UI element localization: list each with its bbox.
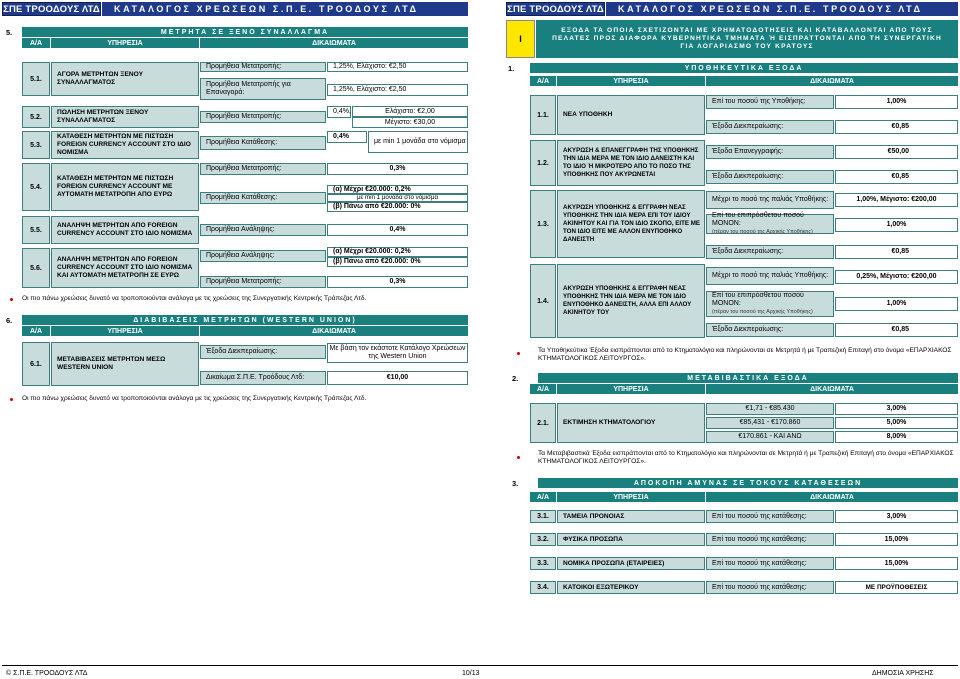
section-number: 3. [512,478,519,488]
section-number: I [506,20,535,58]
row-number: 5.3. [22,131,50,159]
col-header-fees: ΔΙΚΑΙΩΜΑΤΑ [706,76,958,86]
row-number: 3.1. [530,510,556,523]
row-number: 1.3. [530,190,556,258]
fee-value: ΜΕ ΠΡΟΫΠΟΘΕΣΕΙΣ [835,581,958,594]
service-name: ΚΑΤΟΙΚΟΙ ΕΞΩΤΕΡΙΚΟΥ [557,581,705,594]
section-number: 5. [6,27,13,37]
fee-label: Έξοδα Διεκπεραίωσης: [706,323,834,337]
section-title: ΜΕΤΑΒΙΒΑΣΤΙΚΑ ΕΞΟΔΑ [538,373,958,383]
row-number: 1.4. [530,264,556,338]
footer-classification: ΔΗΜΟΣΙΑ ΧΡΗΣΗΣ [872,669,934,677]
fee-value: €10,00 [327,371,468,385]
service-name: ΑΚΥΡΩΣΗ ΥΠΟΘΗΚΗΣ & ΕΓΓΡΑΦΗ ΝΕΑΣ ΥΠΟΘΗΚΗΣ ΤΗΝ ΙΔΙΑ ΜΕΡΑ ΜΕ ΤΟΝ ΙΔΙΟ ΕΝΥΠΟΘΗΚΟ ΔΑΝΕΙΣΤΗ, ΑΛΛΑ ΕΠΙ ΑΛΛΟΥ ΑΚΙΝΗΤΟΥ ΤΟΥ [557,264,705,338]
section-title: ΜΕΤΡΗΤΑ ΣΕ ΞΕΝΟ ΣΥΝΑΛΛΑΓΜΑ [22,27,468,37]
row-number: 5.4. [22,163,50,211]
fee-label: Μέχρι το ποσό της παλιάς Υποθήκης: [706,267,834,285]
fee-value: (β) Πάνω από €20.000: 0% [327,257,468,267]
fee-value: 0,4%, [327,106,351,118]
section-title: ΕΞΟΔΑ ΤΑ ΟΠΟΙΑ ΣΧΕΤΙΖΟΝΤΑΙ ΜΕ ΧΡΗΜΑΤΟΔΟΤΗΣΕΙΣ ΚΑΙ ΚΑΤΑΒΑΛΛΟΝΤΑΙ ΑΠΟ ΤΟΥΣ ΠΕΛΑΤΕΣ ΠΡΟΣ ΔΙΑΦΟΡΑ ΚΥΒΕΡΝΗΤΙΚΑ ΤΜΗΜΑΤΑ Ή ΕΙΣΠΡΑΤΤΟΝΤΑΙ ΑΠΟ ΤΗ ΣΥΝΕΡΓΑΤΙΚΗ ΓΙΑ ΛΟΓΑΡΙΑΣΜΟ ΤΟΥ ΚΡΑΤΟΥΣ [536,20,958,58]
service-name: ΚΑΤΑΘΕΣΗ ΜΕΤΡΗΤΩΝ ΜΕ ΠΙΣΤΩΣΗ FOREIGN CURRENCY ACCOUNT ΜΕ ΑΥΤΟΜΑΤΗ ΜΕΤΑΤΡΟΠΗ ΑΠΟ ΕΥΡΩ [51,163,199,211]
fee-label [706,291,834,317]
row-number: 5.1. [22,62,50,96]
fee-value: 0,4% [327,224,468,236]
fee-value: €0,85 [835,170,958,184]
section-number: 2. [512,373,519,383]
fee-value: 1,25%, Ελάχιστο: €2,50 [327,62,468,72]
row-number: 1.2. [530,140,556,186]
note: Οι πιο πάνω χρεώσεις δυνατό να τροποποιούνται ανάλογα με τις χρεώσεις της Συνεργατικής Κεντρικής Τράπεζας Λτδ. [22,395,367,402]
fee-value: 15,00% [835,533,958,546]
row-number: 6.1. [22,342,50,386]
fee-label: Έξοδα Επανεγγραφής: [706,145,834,159]
fee-label: Προμήθεια Ανάληψης: [200,250,326,262]
fee-label: Επί του ποσού της Υποθήκης: [706,95,834,109]
col-header-fees: ΔΙΚΑΙΩΜΑΤΑ [200,38,468,48]
fee-label-subtext: (πέραν του ποσού της Αρχικής Υποθήκης) [712,309,813,315]
fee-label: Έξοδα Διεκπεραίωσης: [706,120,834,134]
note: Τα Υποθηκεύτικα Έξοδα εισπράττονται από το Κτηματολόγιο και πληρώνονται σε Μετρητά ή με Τραπεζική Επιταγή στο όνομα «ΕΠΑΡΧΙΑΚΟΣ ΚΤΗΜΑΤΟΛΟΓΙΚΟΣ ΛΕΙΤΟΥΡΓΟΣ». [538,347,952,362]
service-name: ΑΝΑΛΗΨΗ ΜΕΤΡΗΤΩΝ ΑΠΟ FOREIGN CURRENCY ACCOUNT ΣΤΟ ΙΔΙΟ ΝΟΜΙΣΜΑ [51,216,199,244]
fee-label: Προμήθεια Μετατροπής: [200,62,326,72]
fee-value: (α) Μέχρι €20.000: 0,2% [327,247,468,257]
service-name: ΚΑΤΑΘΕΣΗ ΜΕΤΡΗΤΩΝ ΜΕ ΠΙΣΤΩΣΗ FOREIGN CURRENCY ACCOUNT ΣΤΟ ΙΔΙΟ ΝΟΜΙΣΜΑ [51,131,199,159]
fee-value: €50,00 [835,145,958,159]
fee-label [706,214,834,234]
bullet-icon [10,298,13,301]
fee-label: Προμήθεια Μετατροπής: [200,111,326,123]
col-header-aa: Α/Α [22,38,50,48]
service-name: ΑΝΑΛΗΨΗ ΜΕΤΡΗΤΩΝ ΑΠΟ FOREIGN CURRENCY ACCOUNT ΣΤΟ ΙΔΙΟ ΝΟΜΙΣΜΑ ΚΑΙ ΑΥΤΟΜΑΤΗ ΜΕΤΑΤΡΟΠΗ ΣΕ ΕΥΡΩ [51,248,199,288]
service-name: ΜΕΤΑΒΙΒΑΣΕΙΣ ΜΕΤΡΗΤΩΝ ΜΕΣΩ WESTERN UNION [51,342,199,386]
col-header-service: ΥΠΗΡΕΣΙΑ [51,38,199,48]
row-number: 3.4. [530,581,556,594]
row-number: 5.2. [22,106,50,128]
col-header-aa: Α/Α [530,492,556,502]
service-name: ΝΕΑ ΥΠΟΘΗΚΗ [557,95,705,135]
col-header-service: ΥΠΗΡΕΣΙΑ [557,76,705,86]
fee-label-text: Επί του επιπρόσθετου ποσού ΜΟΝΟΝ: [712,292,804,307]
fee-value: Ελάχιστο: €2,00 [352,106,468,117]
section-title: ΑΠΟΚΟΠΗ ΑΜΥΝΑΣ ΣΕ ΤΟΚΟΥΣ ΚΑΤΑΘΕΣΕΩΝ [538,478,958,488]
fee-value: 0,3% [327,276,468,288]
fee-value: 3,00% [835,403,958,415]
section-title: ΔΙΑΒΙΒΑΣΕΙΣ ΜΕΤΡΗΤΩΝ (WESTERN UNION) [22,315,468,325]
fee-label: Επί του ποσού της κατάθεσης: [706,557,834,570]
row-number: 2.1. [530,403,556,443]
fee-value: 3,00% [835,510,958,523]
row-number: 5.5. [22,216,50,244]
service-name: ΤΑΜΕΙΑ ΠΡΟΝΟΙΑΣ [557,510,705,523]
fee-label: Επί του ποσού της κατάθεσης: [706,581,834,594]
section-number: 6. [6,315,13,325]
row-number: 5.6. [22,248,50,288]
service-name: ΑΚΥΡΩΣΗ ΥΠΟΘΗΚΗΣ & ΕΓΓΡΑΦΗ ΝΕΑΣ ΥΠΟΘΗΚΗΣ ΤΗΝ ΙΔΙΑ ΜΕΡΑ ΕΠΙ ΤΟΥ ΙΔΙΟΥ ΑΚΙΝΗΤΟΥ ΚΑΙ ΓΙΑ ΤΟΝ ΙΔΙΟ ΣΚΟΠΟ, ΕΙΤΕ ΜΕ ΤΟΝ ΙΔΙΟ ΕΙΤΕ ΜΕ ΑΛΛΟΝ ΕΝΥΠΟΘΗΚΟ ΔΑΝΕΙΣΤΗ [557,190,705,258]
col-header-fees: ΔΙΚΑΙΩΜΑΤΑ [706,384,958,394]
fee-value: 1,25%, Ελάχιστο: €2,50 [327,84,468,96]
fee-value: 1,00% [835,218,958,232]
fee-label: €1,71 - €85.430 [706,403,834,415]
service-name: ΑΚΥΡΩΣΗ & ΕΠΑΝΕΓΓΡΑΦΗ ΤΗΣ ΥΠΟΘΗΚΗΣ ΤΗΝ ΙΔΙΑ ΜΕΡΑ ΜΕ ΤΟΝ ΙΔΙΟ ΔΑΝΕΙΣΤΗ ΚΑΙ ΤΟ ΙΔΙΟ Ή ΜΙΚΡΟΤΕΡΟ ΑΠΟ ΤΟ ΠΟΣΟ ΤΗΣ ΥΠΟΘΗΚΗΣ ΠΟΥ ΑΚΥΡΩΝΕΤΑΙ [557,140,705,186]
fee-label-subtext: (πέραν του ποσού της Αρχικής Υποθήκης) [712,229,813,235]
logo: ΣΠΕ ΤΡΟΟΔΟΥΣ ΛΤΔ [3,3,100,15]
col-header-aa: Α/Α [22,326,50,336]
fee-value: 1,00% [835,95,958,109]
fee-label: €170.861 - ΚΑΙ ΑΝΩ [706,431,834,443]
fee-label: Επί του ποσού της κατάθεσης: [706,510,834,523]
fee-value: με min 1 μονάδα στο νόμισμα [327,194,468,202]
fee-value: 8,00% [835,431,958,443]
fee-label: €85,431 - €170.860 [706,417,834,429]
fee-label: Έξοδα Διεκπεραίωσης: [706,245,834,259]
fee-label: Προμήθεια Μετατροπής για Επαναγορά: [200,78,326,100]
row-number: 1.1. [530,95,556,135]
fee-label-text: Επί του επιπρόσθετου ποσού ΜΟΝΟΝ: [712,212,804,227]
col-header-fees: ΔΙΚΑΙΩΜΑΤΑ [706,492,958,502]
col-header-service: ΥΠΗΡΕΣΙΑ [557,492,705,502]
fee-label: Έξοδα Διεκπεραίωσης: [200,345,326,359]
fee-value: 0,4% [327,131,367,143]
bullet-icon [517,352,520,355]
fee-value: 15,00% [835,557,958,570]
col-header-aa: Α/Α [530,76,556,86]
fee-value: 0,25%, Μέγιστο: €200,00 [835,270,958,284]
fee-value: 5,00% [835,417,958,429]
section-number: 1. [508,63,515,73]
page-number: 10/13 [462,669,480,677]
section-title: ΥΠΟΘΗΚΕΥΤΙΚΑ ΕΞΟΔΑ [530,63,958,73]
fee-label: Προμήθεια Μετατροπής: [200,163,326,175]
fee-label: Προμήθεια Μετατροπής: [200,276,326,288]
logo: ΣΠΕ ΤΡΟΟΔΟΥΣ ΛΤΔ [507,3,604,15]
fee-label: Έξοδα Διεκπεραίωσης: [706,170,834,184]
fee-label: Επί του ποσού της κατάθεσης: [706,533,834,546]
footer-divider [2,665,958,666]
service-name: ΝΟΜΙΚΑ ΠΡΟΣΩΠΑ (ΕΤΑΙΡΕΙΕΣ) [557,557,705,570]
service-name: ΠΩΛΗΣΗ ΜΕΤΡΗΤΩΝ ΞΕΝΟΥ ΣΥΝΑΛΛΑΓΜΑΤΟΣ [51,106,199,128]
service-name: ΕΚΤΙΜΗΣΗ ΚΤΗΜΑΤΟΛΟΓΙΟΥ [557,403,705,443]
note: Τα Μεταβιβαστικά Έξοδα εισπράττονται από το Κτηματολόγιο και πληρώνονται σε Μετρητά ή με Τραπεζική Επιταγή στο όνομα «ΕΠΑΡΧΙΑΚΟΣ ΚΤΗΜΑΤΟΛΟΓΙΚΟΣ ΛΕΙΤΟΥΡΓΟΣ». [538,450,954,465]
service-name: ΑΓΟΡΑ ΜΕΤΡΗΤΩΝ ΞΕΝΟΥ ΣΥΝΑΛΛΑΓΜΑΤΟΣ [51,62,199,96]
fee-value: Μέγιστο: €30,00 [352,117,468,128]
row-number: 3.3. [530,557,556,570]
fee-value: (α) Μέχρι €20.000: 0,2% [327,185,468,194]
fee-value: (β) Πάνω από €20.000: 0% [327,202,468,212]
fee-value: €0,85 [835,323,958,337]
note: Οι πιο πάνω χρεώσεις δυνατό να τροποποιούνται ανάλογα με τις χρεώσεις της Συνεργατικής Κεντρικής Τράπεζας Λτδ. [22,295,367,302]
fee-label: Προμήθεια Ανάληψης: [200,224,326,236]
fee-value: Με βάση τον εκάστοτε Κατάλογο Χρεώσεων της Western Union [327,343,468,363]
col-header-service: ΥΠΗΡΕΣΙΑ [51,326,199,336]
fee-value: 1,00% [835,297,958,311]
fee-value: €0,85 [835,245,958,259]
col-header-fees: ΔΙΚΑΙΩΜΑΤΑ [200,326,468,336]
page-header: ΚΑΤΑΛΟΓΟΣ ΧΡΕΩΣΕΩΝ Σ.Π.Ε. ΤΡΟΟΔΟΥΣ ΛΤΔ [102,2,468,16]
bullet-icon [517,456,520,459]
fee-label: Δικαίωμα Σ.Π.Ε. Τροόδους Λτδ: [200,371,326,385]
col-header-service: ΥΠΗΡΕΣΙΑ [557,384,705,394]
fee-value: με min 1 μονάδα στο νόμισμα [368,131,468,153]
page-header: ΚΑΤΑΛΟΓΟΣ ΧΡΕΩΣΕΩΝ Σ.Π.Ε. ΤΡΟΟΔΟΥΣ ΛΤΔ [606,2,958,16]
fee-label: Προμήθεια Κατάθεσης: [200,192,326,204]
fee-label: Προμήθεια Κατάθεσης: [200,136,326,150]
bullet-icon [10,398,13,401]
fee-value: 1,00%, Μέγιστο: €200,00 [835,193,958,207]
fee-label: Μέχρι το ποσό της παλιάς Υποθήκης: [706,191,834,209]
row-number: 3.2. [530,533,556,546]
footer-copyright: © Σ.Π.Ε. ΤΡΟΟΔΟΥΣ ΛΤΔ [6,669,88,677]
fee-value: €0,85 [835,120,958,134]
service-name: ΦΥΣΙΚΑ ΠΡΟΣΩΠΑ [557,533,705,546]
col-header-aa: Α/Α [530,384,556,394]
fee-value: 0,3% [327,163,468,175]
